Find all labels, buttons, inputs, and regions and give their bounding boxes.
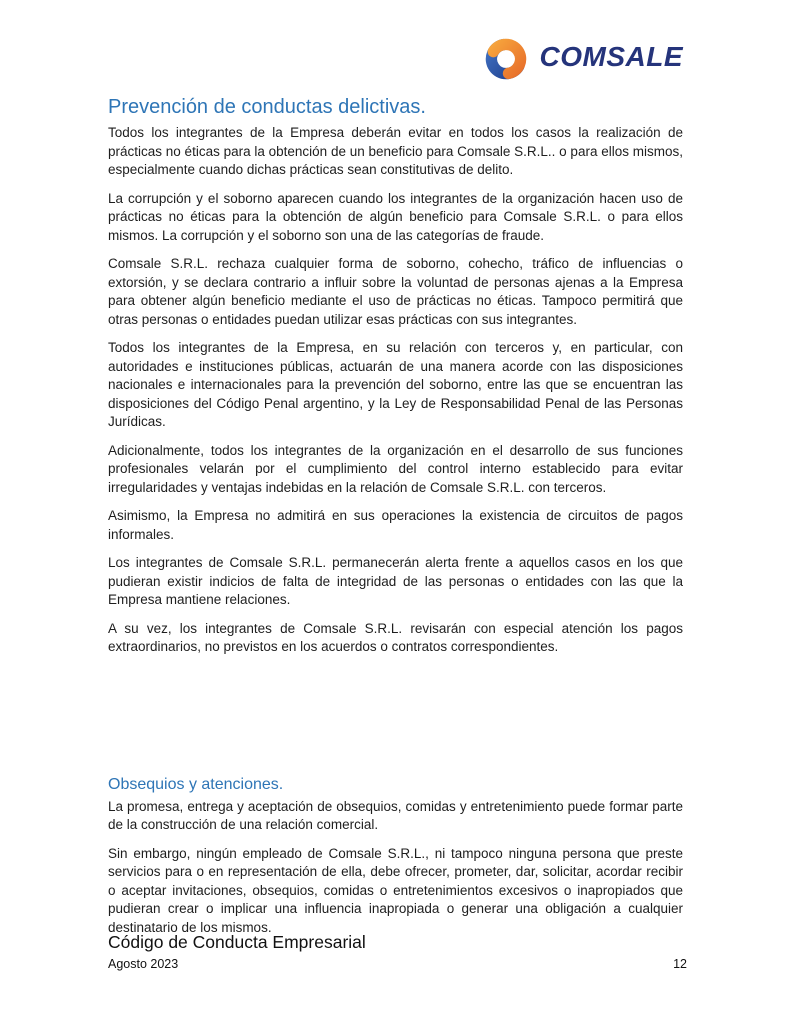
paragraph: A su vez, los integrantes de Comsale S.R.L. revisarán con especial atención los pagos extraordinarios, no previstos en los acuerdos o contratos correspondientes. [108, 620, 683, 654]
paragraph: Comsale S.R.L. rechaza cualquier forma de soborno, cohecho, tráfico de influencias o extorsión, y se declara contrario a influir sobre la voluntad de personas ajenas a la Empresa para obtener algún beneficio mediante el uso de prácticas no éticas. Tampoco permitirá que otras personas o entidades puedan utilizar esas prácticas con sus integrantes. [108, 256, 683, 327]
footer-page-number: 12 [673, 956, 687, 971]
section-heading-prevencion: Prevención de conductas delictivas. [108, 96, 426, 118]
company-logo [108, 0, 683, 86]
page-footer [108, 932, 687, 971]
paragraph: La promesa, entrega y aceptación de obsequios, comidas y entretenimiento puede formar parte de la construcción de una relación comercial. [108, 798, 683, 833]
paragraph: Adicionalmente, todos los integrantes de la organización en el desarrollo de sus funciones profesionales velarán por el cumplimiento del control interno establecido para evitar irregularidades y ventajas indebidas en la relación de Comsale S.R.L. con terceros. [108, 442, 683, 495]
blank-spacer [108, 667, 683, 775]
section-heading-obsequios: Obsequios y atenciones. [108, 775, 284, 793]
paragraph: Todos los integrantes de la Empresa, en su relación con terceros y, en particular, con autoridades e instituciones públicas, actuarán de una manera acorde con las disposiciones nacionales e internacionales para la prevención del soborno, entre las que se encuentran las disposiciones del Código Penal argentino, y la Ley de Responsabilidad Penal de las Personas Jurídicas. [108, 340, 683, 429]
paragraph: Todos los integrantes de la Empresa deberán evitar en todos los casos la realización de prácticas no éticas para la obtención de un beneficio para Comsale S.R.L.. o para ellos mismos, especialmente cuando dichas prácticas sean constitutivas de delito. [108, 125, 683, 177]
paragraph: Los integrantes de Comsale S.R.L. permanecerán alerta frente a aquellos casos en los que pudieran existir indicios de falta de integridad de las personas o entidades con las que la Empresa mantiene relaciones. [108, 555, 683, 607]
footer-date: Agosto 2023 [108, 956, 179, 971]
comsale-swirl-icon [480, 33, 532, 85]
footer-document-title: Código de Conducta Empresarial [108, 932, 366, 952]
paragraph: Sin embargo, ningún empleado de Comsale S.R.L., ni tampoco ninguna persona que preste servicios para o en representación de ella, debe ofrecer, prometer, dar, solicitar, acordar recibir o aceptar invitaciones, obsequios, comidas o entretenimientos excesivos o inapropiados que pudieran crear o implicar una influencia inapropiada o generar una obligación a cualquier destinatario de los mismos. [108, 845, 683, 935]
paragraph: La corrupción y el soborno aparecen cuando los integrantes de la organización hacen uso de prácticas no éticas para la obtención de algún beneficio para Comsale S.R.L. o para ellos mismos. La corrupción y el soborno son una de las categorías de fraude. [108, 190, 683, 243]
brand-wordmark: COMSALE [539, 41, 683, 72]
paragraph: Asimismo, la Empresa no admitirá en sus operaciones la existencia de circuitos de pagos informales. [108, 508, 683, 542]
